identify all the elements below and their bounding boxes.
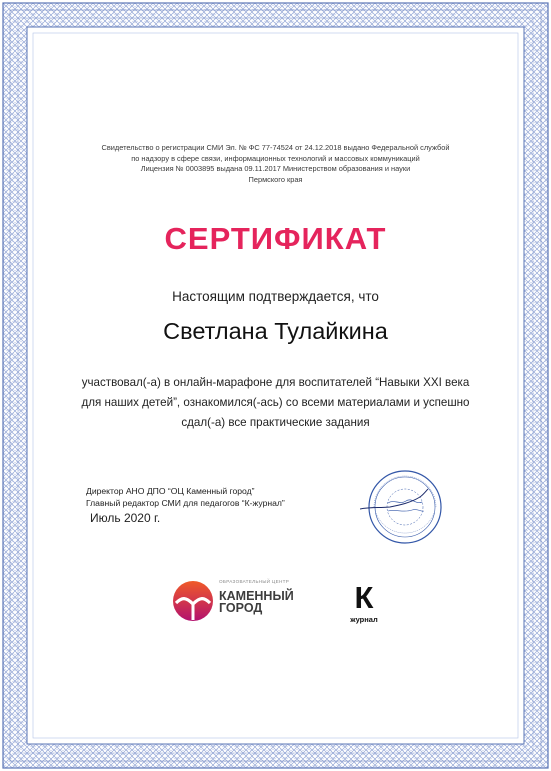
description-line: сдал(-а) все практические задания — [181, 416, 370, 429]
signatory-editor: Главный редактор СМИ для педагогов “К-журнал” — [86, 498, 285, 508]
description-line: для наших детей”, ознакомился(-ась) со всеми материалами и успешно — [81, 396, 470, 409]
confirmation-text: Настоящим подтверждается, что — [172, 289, 379, 304]
signatory-director: Директор АНО ДПО “ОЦ Каменный город” — [86, 486, 255, 496]
registration-info — [60, 143, 491, 185]
certificate-description — [62, 373, 489, 433]
signatories — [86, 485, 285, 509]
certificate-title: СЕРТИФИКАТ — [164, 221, 387, 256]
logo-caption: ОБРАЗОВАТЕЛЬНЫЙ ЦЕНТР — [219, 579, 290, 584]
registration-line: Пермского края — [248, 174, 303, 184]
recipient-name: Светлана Тулайкина — [163, 318, 388, 344]
logo-name-line: КАМЕННЫЙ — [219, 589, 294, 603]
registration-line: по надзору в сфере связи, информационных технологий и массовых коммуникаций — [131, 153, 420, 163]
logo-name-line: ГОРОД — [219, 600, 263, 615]
registration-line: Свидетельство о регистрации СМИ Эл. № ФС 77-74524 от 24.12.2018 выдано Федеральной службой — [101, 143, 450, 152]
logo-name — [219, 591, 294, 614]
k-letter-icon: К — [354, 580, 374, 615]
registration-line: Лицензия № 0003895 выдана 09.11.2017 Министерством образования и науки — [140, 164, 411, 173]
description-line: участвовал(-а) в онлайн-марафоне для воспитателей “Навыки XXI века — [81, 376, 470, 389]
stamp-seal — [360, 467, 450, 547]
k-journal-logo — [344, 580, 384, 628]
k-journal-caption: журнал — [350, 615, 378, 624]
issue-date: Июль 2020 г. — [90, 511, 161, 525]
education-center-logo — [172, 578, 294, 623]
stone-city-icon — [172, 580, 214, 622]
